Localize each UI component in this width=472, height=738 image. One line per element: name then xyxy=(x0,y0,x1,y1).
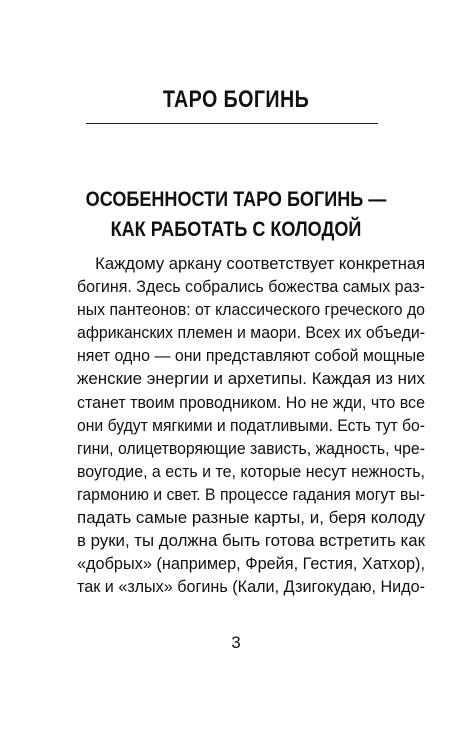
body-line: женские энергии и архетипы. Каждая из них xyxy=(77,370,425,389)
body-text xyxy=(77,253,425,599)
header-rule xyxy=(86,123,378,124)
body-line: африканских племен и маори. Всех их объеди- xyxy=(77,324,425,343)
body-line: они будут мягкими и податливыми. Есть тут бо- xyxy=(77,416,425,435)
body-line: няет одно — они представляют собой мощные xyxy=(77,347,425,366)
chapter-title-line: ОСОБЕННОСТИ ТАРО БОГИНЬ — xyxy=(85,188,387,211)
body-line: падать самые разные карты, и, беря колоду xyxy=(77,509,425,528)
chapter-title xyxy=(33,185,439,245)
body-line: ных пантеонов: от классического греческого до xyxy=(77,301,425,320)
chapter-title-line: КАК РАБОТАТЬ С КОЛОДОЙ xyxy=(110,218,362,241)
page-number: 3 xyxy=(231,633,241,652)
body-line: воугодие, а есть и те, которые несут нежность, xyxy=(77,462,425,481)
body-line: в руки, ты должна быть готова встретить как xyxy=(77,532,425,551)
body-line: «добрых» (например, Фрейя, Гестия, Хатхор), xyxy=(77,555,425,574)
body-line: Каждому аркану соответствует конкретная xyxy=(95,255,426,273)
body-line: так и «злых» богинь (Кали, Дзигокудаю, Нидо- xyxy=(77,578,425,597)
body-line: богиня. Здесь собрались божества самых раз- xyxy=(77,278,425,297)
body-line: гармонию и свет. В процессе гадания могут вы- xyxy=(77,485,425,504)
body-line: станет твоим проводником. Но не жди, что все xyxy=(77,393,425,412)
running-title: ТАРО БОГИНЬ xyxy=(162,86,310,113)
body-line: гини, олицетворяющие зависть, жадность, чре- xyxy=(77,439,425,458)
